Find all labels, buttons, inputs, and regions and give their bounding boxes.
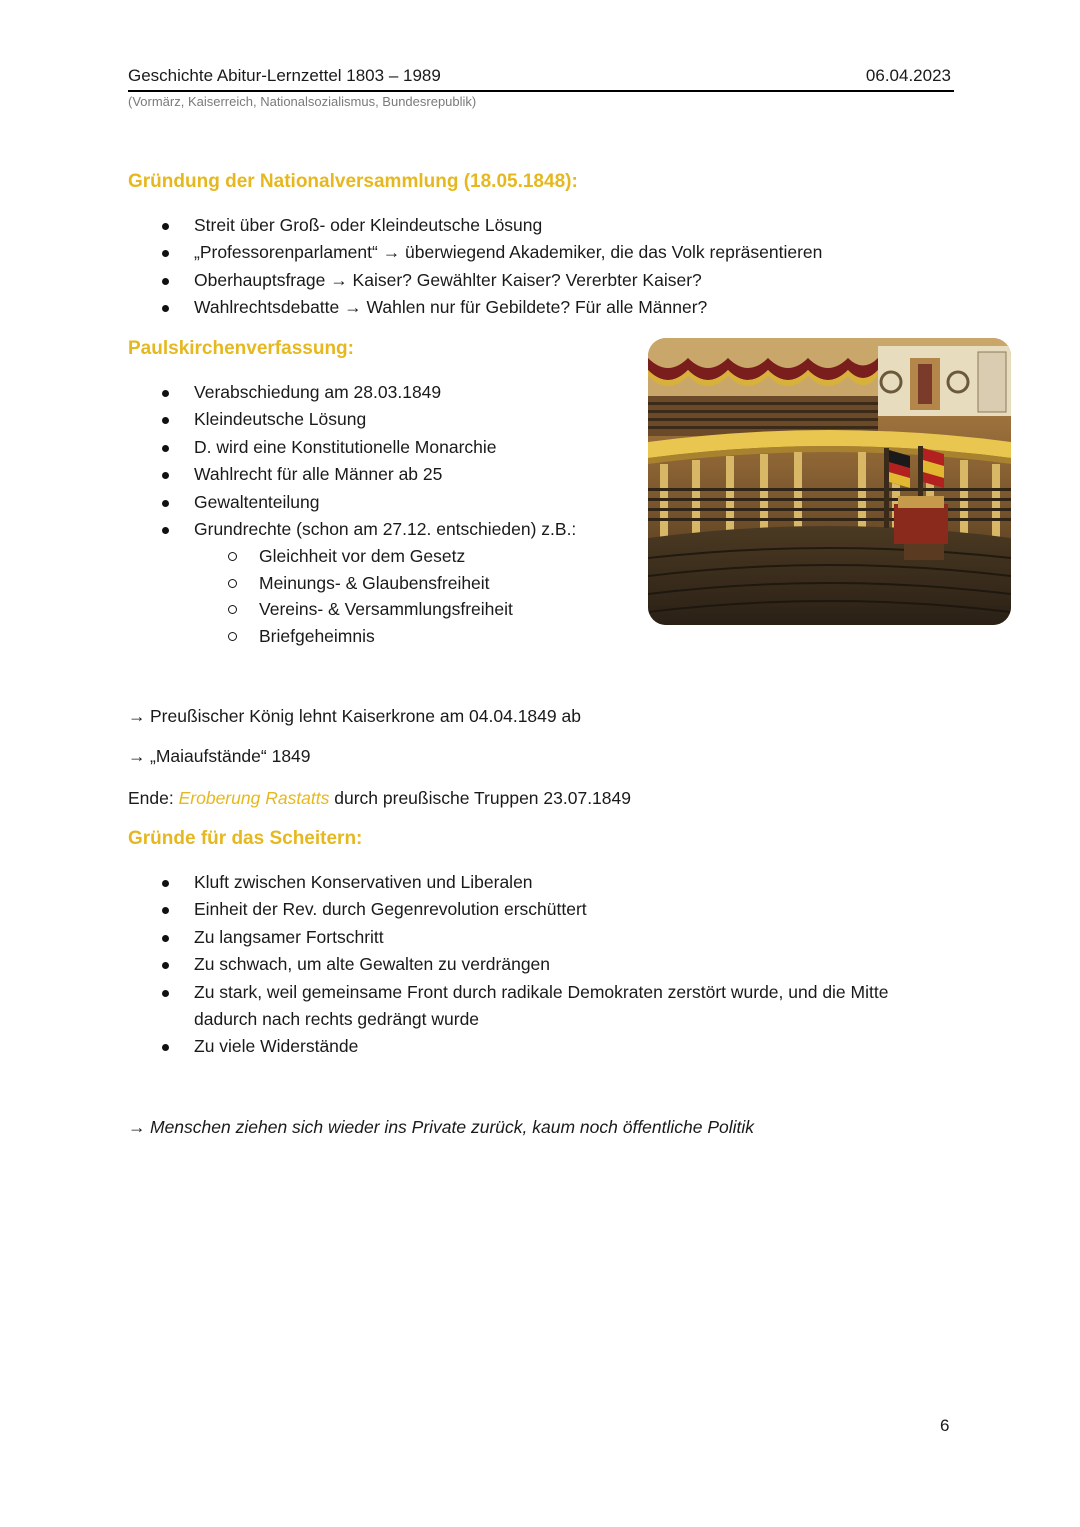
document-subtitle: (Vormärz, Kaiserreich, Nationalsozialismus, Bundesrepublik) — [128, 94, 477, 109]
end-label: Ende: — [128, 788, 179, 808]
outcome-text: Preußischer König lehnt Kaiserkrone am 04.04.1849 ab — [150, 706, 581, 726]
sublist-item: Meinungs- & Glaubensfreiheit — [0, 570, 513, 597]
arrow-right-icon: → — [128, 746, 146, 766]
list-item: „Professorenparlament“ → überwiegend Akademiker, die das Volk repräsentieren — [0, 239, 822, 266]
list-item: Gewaltenteilung — [0, 489, 576, 516]
document-title: Geschichte Abitur-Lernzettel 1803 – 1989 — [128, 66, 441, 85]
conclusion-text: Menschen ziehen sich wieder ins Private zurück, kaum noch öffentliche Politik — [150, 1117, 755, 1137]
list-item: Wahlrechtsdebatte → Wahlen nur für Gebildete? Für alle Männer? — [0, 294, 822, 321]
grundrechte-sublist — [0, 543, 513, 649]
arrow-right-icon: → — [128, 1117, 146, 1137]
list-item: Zu langsamer Fortschritt — [0, 924, 950, 951]
paulskirche-assembly-image — [648, 338, 1011, 625]
list-item: Grundrechte (schon am 27.12. entschieden) z.B.: — [0, 516, 576, 543]
list-item: D. wird eine Konstitutionelle Monarchie — [0, 434, 576, 461]
outcome-line-ende — [128, 788, 631, 809]
list-item: Zu viele Widerstände — [0, 1033, 950, 1060]
document-date: 06.04.2023 — [865, 66, 951, 85]
list-item: Verabschiedung am 28.03.1849 — [0, 379, 576, 406]
arrow-right-icon: → — [128, 706, 146, 726]
list-item: Zu schwach, um alte Gewalten zu verdrängen — [0, 951, 950, 978]
section-heading-paulskirchenverfassung: Paulskirchenverfassung: — [128, 338, 354, 359]
sublist-item: Briefgeheimnis — [0, 623, 513, 650]
outcome-line-kaiserkrone — [128, 706, 581, 727]
sublist-item: Gleichheit vor dem Gesetz — [0, 543, 513, 570]
header-divider — [128, 90, 954, 92]
page-number: 6 — [940, 1416, 950, 1435]
nationalversammlung-list — [0, 212, 822, 322]
sublist-item: Vereins- & Versammlungsfreiheit — [0, 596, 513, 623]
list-item: Wahlrecht für alle Männer ab 25 — [0, 461, 576, 488]
gruende-list — [0, 869, 950, 1061]
end-rest: durch preußische Truppen 23.07.1849 — [329, 788, 631, 808]
list-item: Kluft zwischen Konservativen und Liberalen — [0, 869, 950, 896]
list-item: Einheit der Rev. durch Gegenrevolution erschüttert — [0, 896, 950, 923]
section-heading-gruende-scheitern: Gründe für das Scheitern: — [128, 828, 363, 849]
outcome-line-maiaufstaende — [128, 746, 311, 767]
list-item: Oberhauptsfrage → Kaiser? Gewählter Kaiser? Vererbter Kaiser? — [0, 267, 822, 294]
list-item: Kleindeutsche Lösung — [0, 406, 576, 433]
section-heading-nationalversammlung: Gründung der Nationalversammlung (18.05.1848): — [128, 171, 578, 192]
end-highlight: Eroberung Rastatts — [178, 788, 330, 808]
list-item: Streit über Groß- oder Kleindeutsche Lösung — [0, 212, 822, 239]
conclusion-line — [128, 1117, 754, 1138]
list-item: Zu stark, weil gemeinsame Front durch radikale Demokraten zerstört wurde, und die Mitte dadurch nach rechts gedrängt wurde — [0, 979, 950, 1034]
paulskirchenverfassung-list — [0, 379, 576, 543]
outcome-text: „Maiaufstände“ 1849 — [150, 746, 311, 766]
